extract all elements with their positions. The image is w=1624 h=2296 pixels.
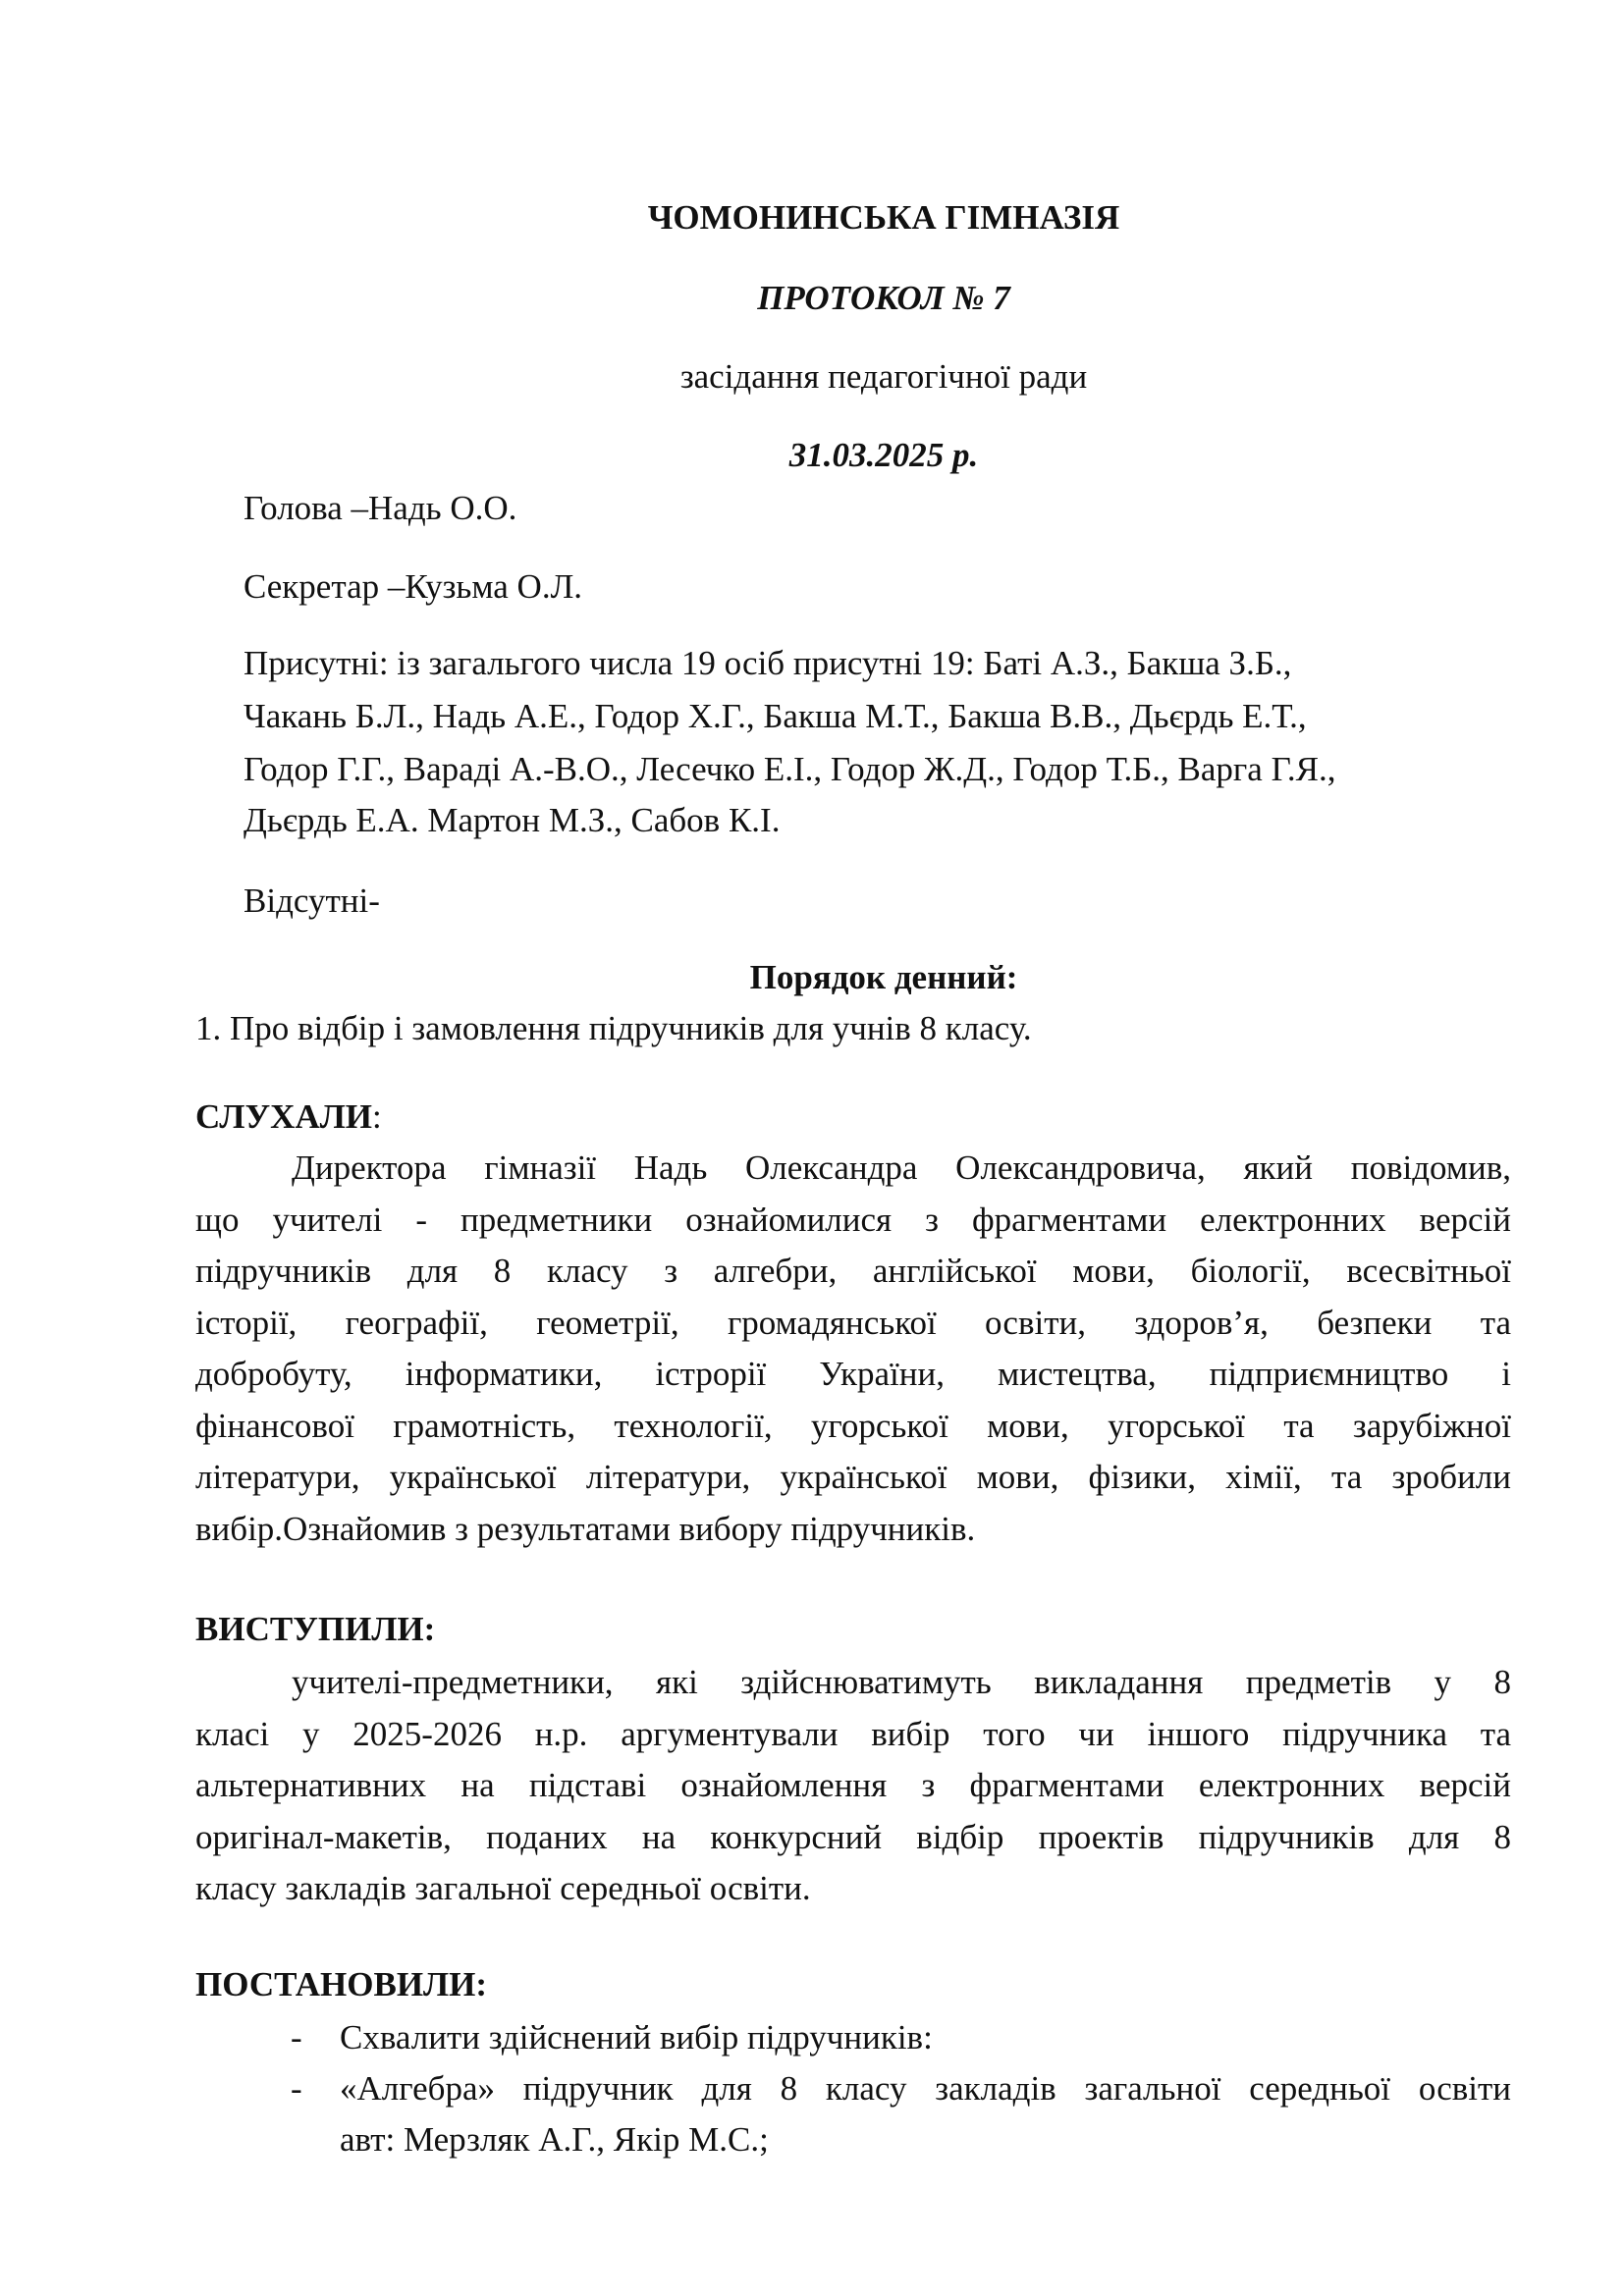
secretary-line: Секретар –Кузьма О.Л.: [244, 567, 583, 606]
meeting-title: засідання педагогічної ради: [679, 357, 1088, 396]
resolved-item-text: авт: Мерзляк А.Г., Якір М.С.;: [340, 2120, 769, 2159]
heard-title: СЛУХАЛИ: [195, 1097, 373, 1136]
present-line-4: Дьєрдь Е.А. Мартон М.З., Сабов К.І.: [244, 801, 781, 839]
present-line-2: Чакань Б.Л., Надь А.Е., Годор Х.Г., Бакша М.Т., Бакша В.В., Дьєрдь Е.Т.,: [244, 697, 1307, 735]
present-line-1: Присутні: із загальгого числа 19 осіб присутні 19: Баті А.З., Бакша З.Б.,: [244, 644, 1292, 682]
heard-line: літератури, української літератури, української мови, фізики, хімії, та зробили: [195, 1458, 1511, 1496]
resolved-item-text: «Алгебра» підручник для 8 класу закладів загальної середньої освіти: [340, 2069, 1511, 2108]
heard-line: історії, географії, геометрії, громадянської освіти, здоров’я, безпеки та: [195, 1303, 1511, 1342]
resolved-item-text: Схвалити здійснений вибір підручників:: [340, 2018, 933, 2056]
heard-heading: [195, 1092, 382, 1143]
heard-line: Директора гімназії Надь Олександра Олександровича, який повідомив,: [292, 1148, 1511, 1187]
agenda-title: Порядок денний:: [749, 958, 1018, 996]
heard-line: що учителі - предметники ознайомилися з фрагментами електронних версій: [195, 1200, 1511, 1239]
resolved-title: ПОСТАНОВИЛИ:: [195, 1965, 488, 2003]
bullet-dash: -: [291, 2018, 302, 2056]
heard-line: добробуту, інформатики, істрорії України, мистецтва, підприємництво і: [195, 1355, 1511, 1393]
resolved-item-1: [340, 2012, 1511, 2063]
spoke-line: класі у 2025-2026 н.р. аргументували вибір того чи іншого підручника та: [195, 1714, 1511, 1753]
spoke-line: учителі-предметники, які здійснюватимуть викладання предметів у 8: [292, 1663, 1511, 1701]
protocol-number: ПРОТОКОЛ № 7: [757, 279, 1010, 317]
heard-line: підручників для 8 класу з алгебри, англійської мови, біології, всесвітньої: [195, 1252, 1511, 1290]
spoke-title: ВИСТУПИЛИ:: [195, 1610, 436, 1648]
spoke-line: альтернативних на підставі ознайомлення з фрагментами електронних версій: [195, 1766, 1511, 1804]
bullet-dash: -: [291, 2069, 302, 2108]
present-line-3: Годор Г.Г., Вараді А.-В.О., Лесечко Е.І., Годор Ж.Д., Годор Т.Б., Варга Г.Я.,: [244, 750, 1336, 788]
spoke-paragraph: [195, 1657, 1511, 1915]
chair-line: Голова –Надь О.О.: [244, 489, 517, 527]
resolved-item-2: [340, 2063, 1511, 2165]
agenda-item-1: 1. Про відбір і замовлення підручників для учнів 8 класу.: [195, 1009, 1032, 1047]
meeting-date: 31.03.2025 р.: [788, 436, 979, 474]
spoke-line: оригінал-макетів, поданих на конкурсний відбір проектів підручників для 8: [195, 1817, 1511, 1856]
heard-line: фінансової грамотність, технології, угорської мови, угорської та зарубіжної: [195, 1406, 1511, 1445]
heard-paragraph: [195, 1143, 1511, 1555]
spoke-line: класу закладів загальної середньої освіти.: [195, 1869, 811, 1907]
absent-line: Відсутні-: [244, 881, 380, 920]
heard-colon: :: [372, 1097, 382, 1136]
heard-line: вибір.Ознайомив з результатами вибору підручників.: [195, 1509, 976, 1548]
school-name: ЧОМОНИНСЬКА ГІМНАЗІЯ: [647, 198, 1120, 237]
